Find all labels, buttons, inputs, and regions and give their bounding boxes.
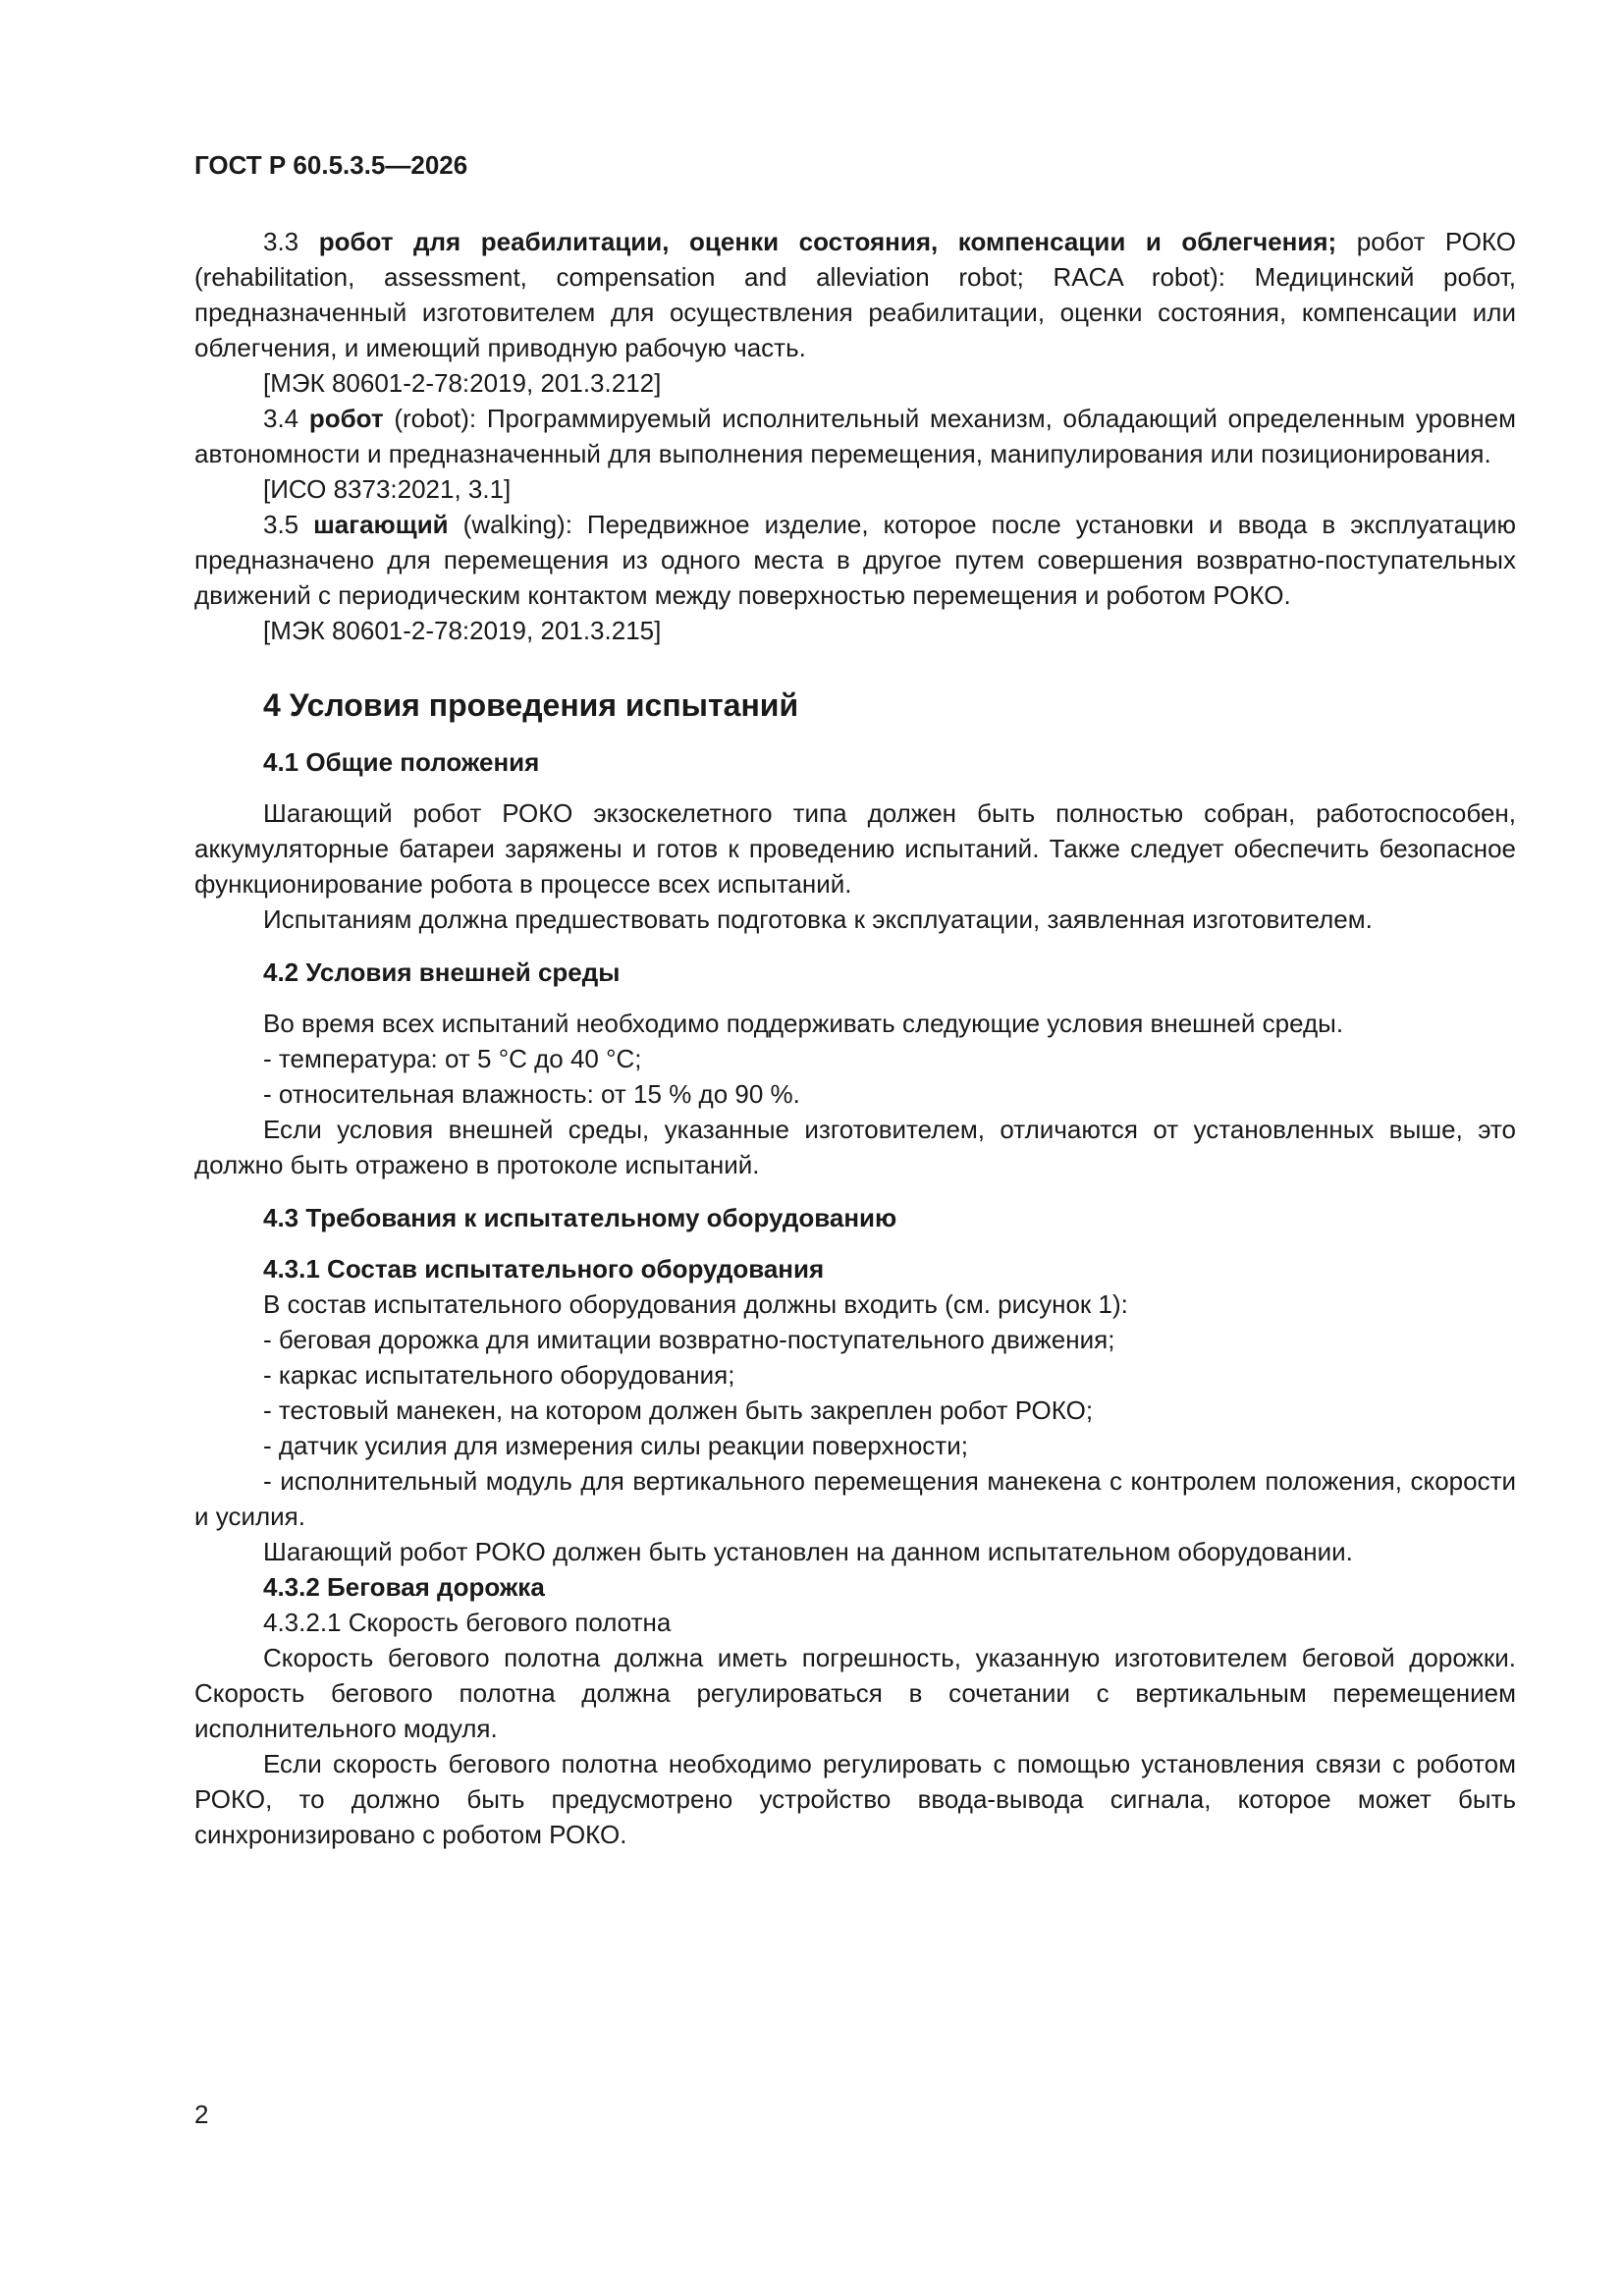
definition-text: (walking): Передвижное изделие, которое после установки и ввода в эксплуатацию предназначено для перемещения из одного места в другое путем совершения возвратно-поступательных движений с периодическим контактом между поверхностью перемещения и роботом РОКО. [194, 510, 1516, 610]
definition-term: робот для реабилитации, оценки состояния, компенсации и облегчения; [318, 227, 1337, 256]
definition-source: [МЭК 80601-2-78:2019, 201.3.215] [263, 616, 662, 645]
definition-term: шагающий [313, 510, 449, 539]
definition-number: 3.3 [263, 227, 319, 256]
paragraph: Во время всех испытаний необходимо поддерживать следующие условия внешней среды. [263, 1009, 1344, 1038]
list-item: - температура: от 5 °С до 40 °С; [263, 1044, 642, 1073]
paragraph: Скорость бегового полотна должна иметь погрешность, указанную изготовителем беговой дорожки. Скорость бегового полотна должна регулироваться в сочетании с вертикальным перемещением исполнительного модуля. [194, 1643, 1516, 1743]
section-4-2-heading: 4.2 Условия внешней среды [263, 957, 621, 987]
definition-3-4 [194, 401, 1516, 471]
section-4-3-2-1-heading: 4.3.2.1 Скорость бегового полотна [263, 1608, 672, 1637]
section-4-3-1-heading: 4.3.1 Состав испытательного оборудования [263, 1254, 825, 1284]
definition-text: робот РОКО (rehabilitation, assessment, compensation and alleviation robot; RACA robot): Медицинский робот, предназначенный изготовителем для осуществления реабилитации, оценки состояния, компенсации или облегчения, и имеющий приводную рабочую часть. [194, 227, 1516, 362]
definition-3-3 [194, 224, 1516, 365]
list-item: - каркас испытательного оборудования; [263, 1360, 735, 1390]
list-item: - относительная влажность: от 15 % до 90 %. [263, 1079, 800, 1109]
definition-number: 3.5 [263, 510, 314, 539]
paragraph: В состав испытательного оборудования должны входить (см. рисунок 1): [263, 1289, 1128, 1319]
document-body [194, 224, 1516, 1852]
section-4-3-2-heading: 4.3.2 Беговая дорожка [263, 1572, 545, 1602]
definition-source: [МЭК 80601-2-78:2019, 201.3.212] [263, 368, 662, 398]
definition-source: [ИСО 8373:2021, 3.1] [263, 474, 512, 504]
definition-3-5 [194, 507, 1516, 613]
paragraph: Если условия внешней среды, указанные изготовителем, отличаются от установленных выше, это должно быть отражено в протоколе испытаний. [194, 1115, 1516, 1179]
document-code-header: ГОСТ Р 60.5.3.5—2026 [194, 150, 468, 180]
list-item: - беговая дорожка для имитации возвратно-поступательного движения; [263, 1325, 1115, 1354]
section-4-1-heading: 4.1 Общие положения [263, 747, 540, 777]
paragraph: Шагающий робот РОКО экзоскелетного типа должен быть полностью собран, работоспособен, аккумуляторные батареи заряжены и готов к проведению испытаний. Также следует обеспечить безопасное функционирование робота в процессе всех испытаний. [194, 798, 1516, 899]
paragraph: Шагающий робот РОКО должен быть установлен на данном испытательном оборудовании. [263, 1537, 1353, 1566]
section-4-heading: 4 Условия проведения испытаний [263, 687, 799, 723]
list-item: - датчик усилия для измерения силы реакции поверхности; [263, 1431, 968, 1460]
paragraph: Если скорость бегового полотна необходимо регулировать с помощью установления связи с роботом РОКО, то должно быть предусмотрено устройство ввода-вывода сигнала, которое может быть синхронизировано с роботом РОКО. [194, 1749, 1516, 1849]
definition-term: робот [308, 404, 384, 433]
definition-text: (robot): Программируемый исполнительный механизм, обладающий определенным уровнем автономности и предназначенный для выполнения перемещения, манипулирования или позиционирования. [194, 404, 1516, 468]
definition-number: 3.4 [263, 404, 309, 433]
section-4-3-heading: 4.3 Требования к испытательному оборудованию [263, 1203, 897, 1232]
paragraph: Испытаниям должна предшествовать подготовка к эксплуатации, заявленная изготовителем. [263, 904, 1373, 934]
list-item: - тестовый манекен, на котором должен быть закреплен робот РОКО; [263, 1395, 1094, 1425]
page-number: 2 [194, 2100, 209, 2129]
list-item: - исполнительный модуль для вертикального перемещения манекена с контролем положения, скорости и усилия. [194, 1466, 1516, 1531]
